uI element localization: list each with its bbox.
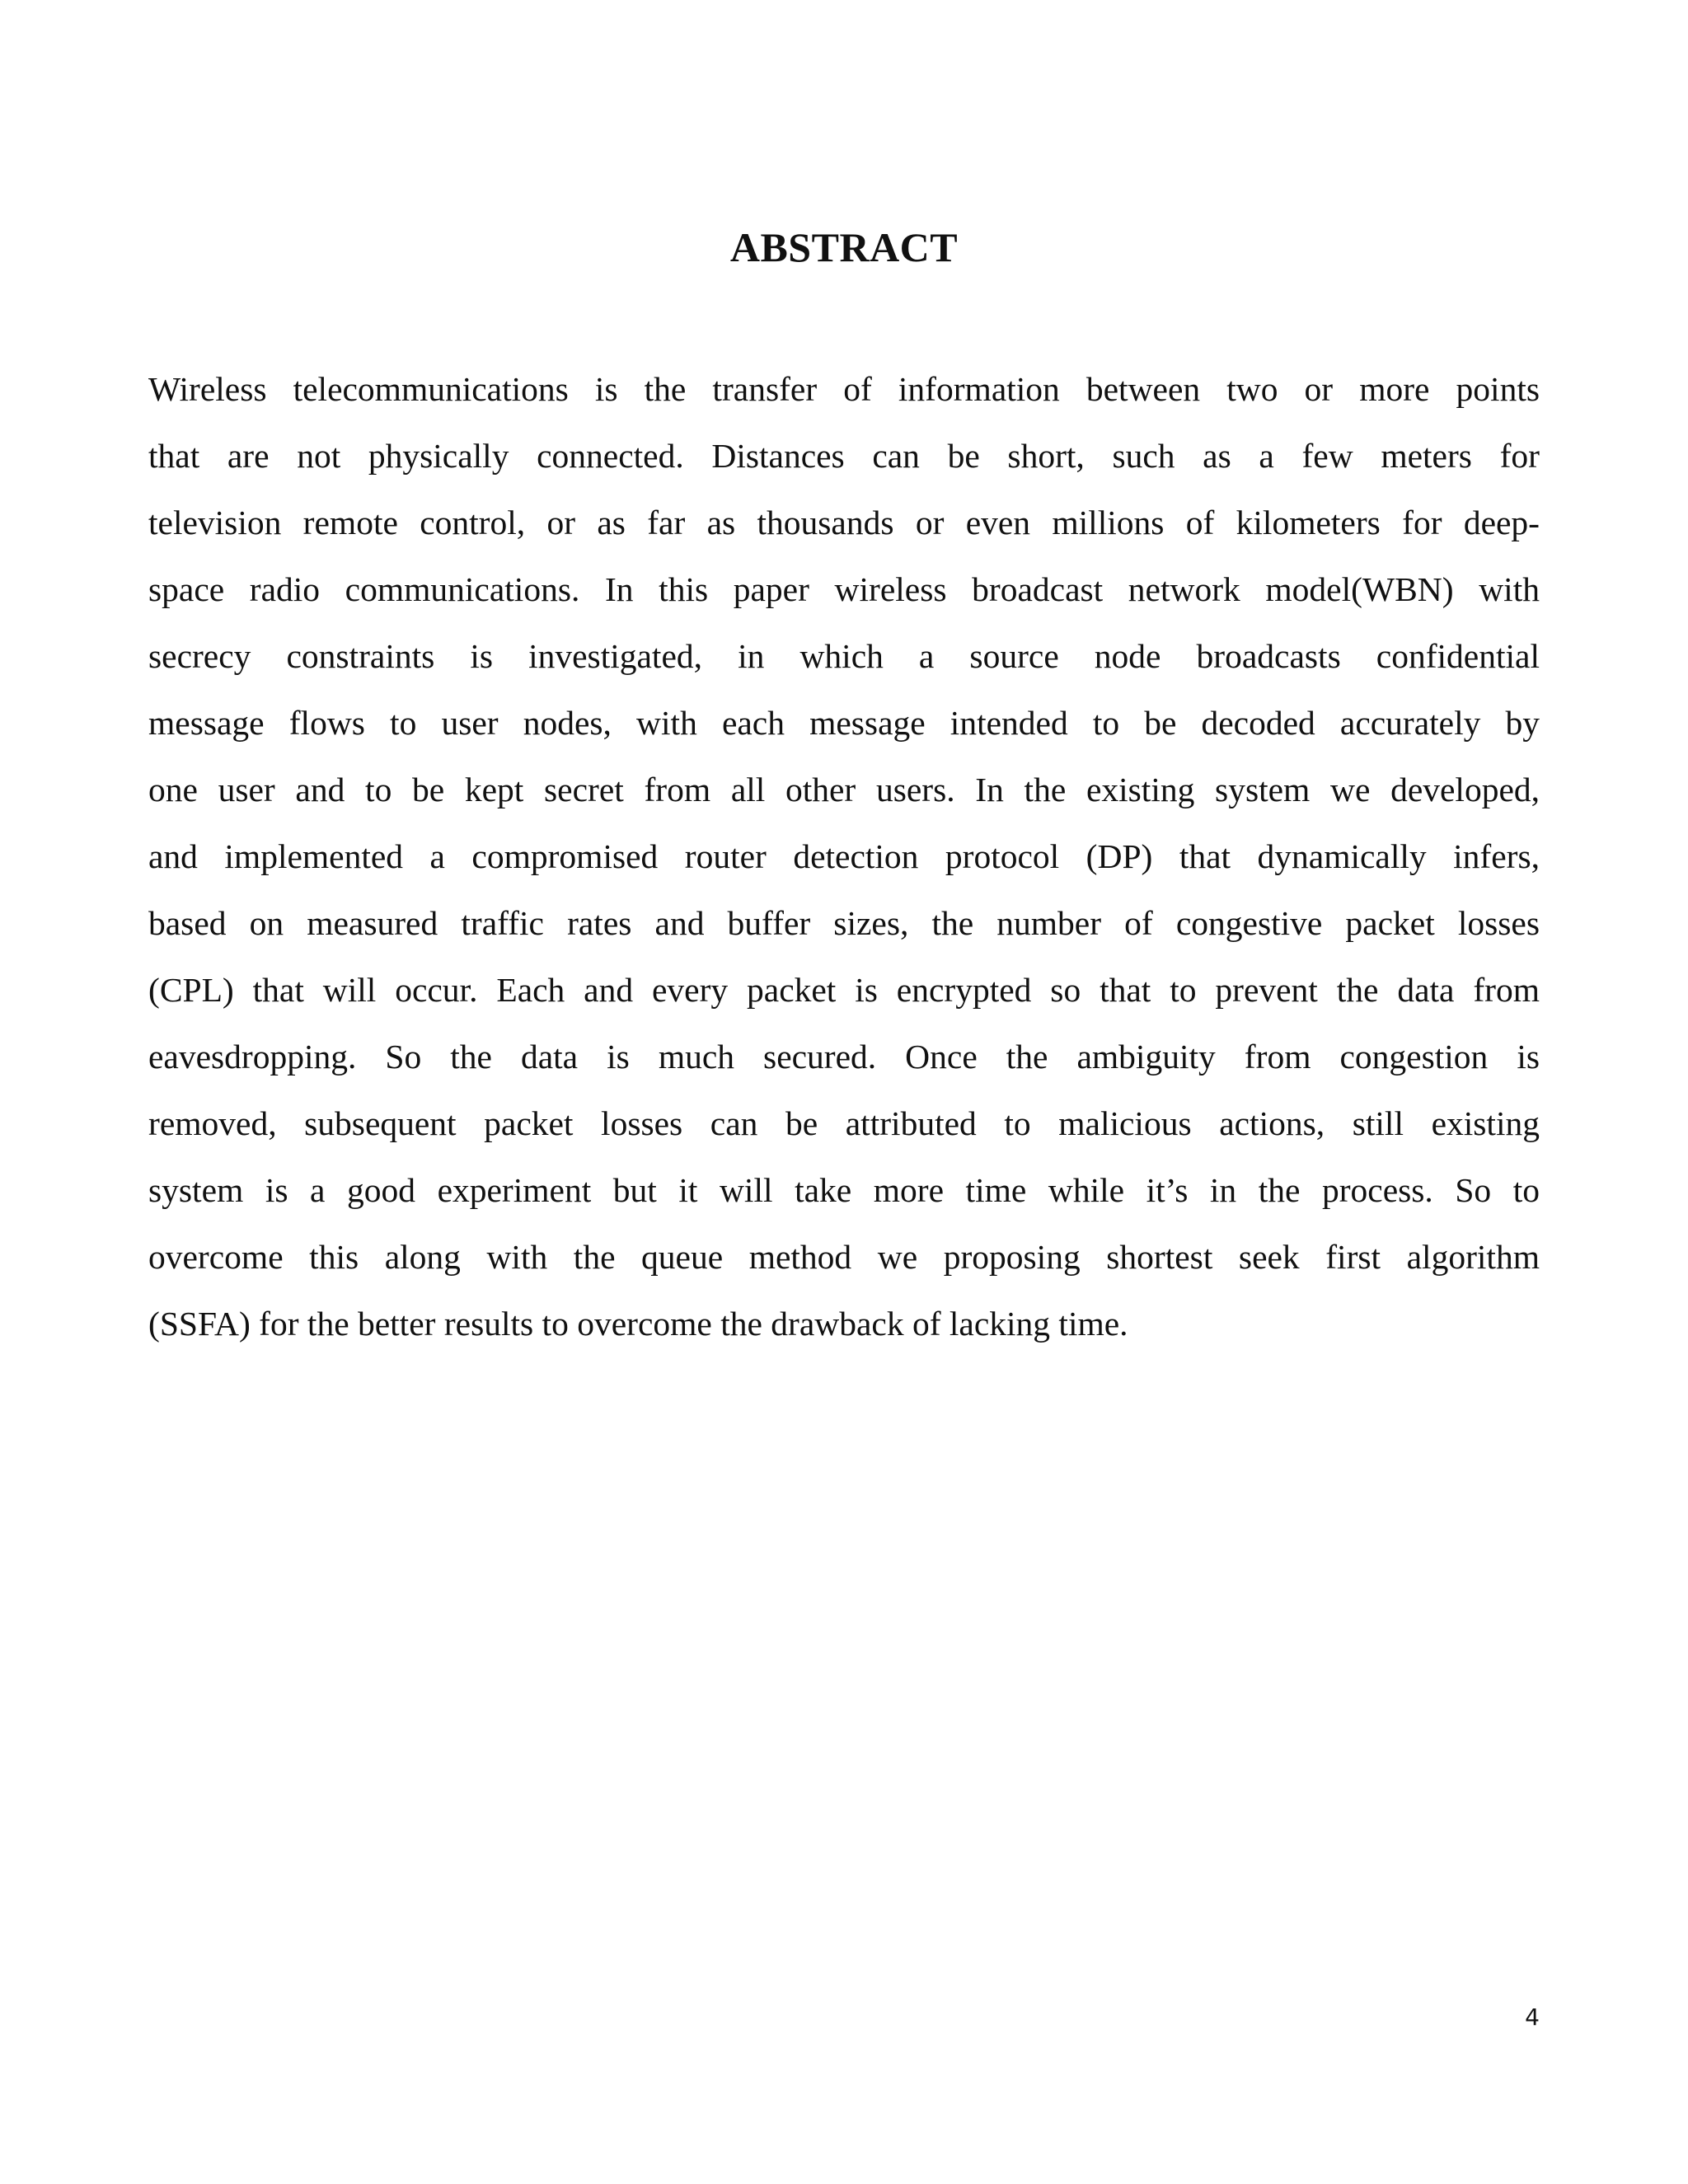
paragraph-line: based on measured traffic rates and buffer sizes, the number of congestive packet losses (148, 904, 1540, 942)
page-number: 4 (1525, 2004, 1540, 2031)
paragraph-line: overcome this along with the queue method we proposing shortest seek first algorithm (148, 1238, 1540, 1276)
paragraph-line: space radio communications. In this paper wireless broadcast network model(WBN) with (148, 570, 1540, 608)
paragraph-line: eavesdropping. So the data is much secured. Once the ambiguity from congestion is (148, 1038, 1540, 1076)
paragraph-line: removed, subsequent packet losses can be attributed to malicious actions, still existing (148, 1104, 1540, 1142)
paragraph-line: Wireless telecommunications is the transfer of information between two or more points (148, 370, 1540, 408)
paragraph-line: system is a good experiment but it will take more time while it’s in the process. So to (148, 1171, 1540, 1209)
paragraph-line: television remote control, or as far as thousands or even millions of kilometers for deep- (148, 504, 1540, 541)
paragraph-line: message flows to user nodes, with each message intended to be decoded accurately by (148, 704, 1540, 742)
paragraph-line: and implemented a compromised router detection protocol (DP) that dynamically infers, (148, 837, 1540, 875)
paragraph-line: secrecy constraints is investigated, in which a source node broadcasts confidential (148, 637, 1540, 675)
abstract-title: ABSTRACT (729, 224, 959, 270)
paragraph-line: (SSFA) for the better results to overcome the drawback of lacking time. (148, 1305, 1128, 1343)
paragraph-line: that are not physically connected. Distances can be short, such as a few meters for (148, 437, 1540, 475)
paragraph-line: one user and to be kept secret from all other users. In the existing system we developed, (148, 771, 1540, 808)
paragraph-line: (CPL) that will occur. Each and every packet is encrypted so that to prevent the data from (148, 971, 1540, 1009)
abstract-paragraph (148, 356, 1540, 1357)
